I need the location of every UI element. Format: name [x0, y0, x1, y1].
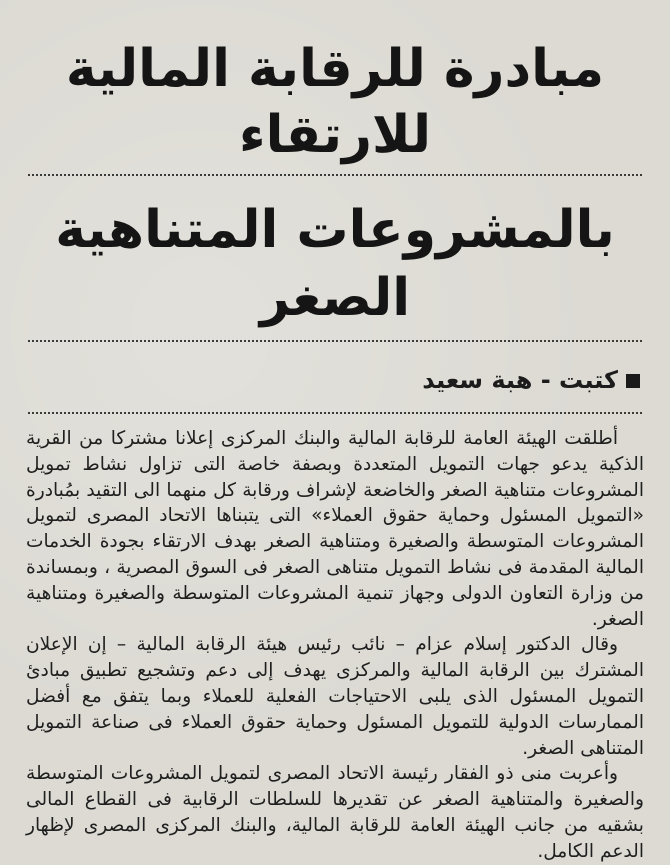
headline-line-2: بالمشروعات المتناهية الصغر: [55, 200, 615, 328]
dotted-divider: [28, 412, 642, 414]
square-bullet-icon: [626, 374, 640, 388]
paragraph-3: وأعربت منى ذو الفقار رئيسة الاتحاد المصرى لتمويل المشروعات المتوسطة والصغيرة والمتناهية الصغر عن تقديرها للسلطات الرقابية فى القطاع المالى بشقيه من جانب الهيئة العامة للرقابة المالية، والبنك المركزى المصرى لإظهار الدعم الكامل.: [26, 763, 644, 862]
article-body: [26, 426, 644, 865]
headline-line-1: مبادرة للرقابة المالية للارتقاء: [65, 39, 605, 165]
byline: [22, 362, 640, 398]
paragraph-2: وقال الدكتور إسلام عزام – نائب رئيس هيئة الرقابة المالية – إن الإعلان المشترك بين الرقابة المالية والمركزى يهدف إلى دعم وتشجيع تطبيق مبادئ التمويل المسئول الذى يلبى الاحتياجات الفعلية للعملاء وبما يتفق مع أفضل الممارسات الدولية للتمويل المسئول وحماية حقوق العملاء فى صناعة التمويل المتناهى الصغر.: [26, 634, 644, 759]
paragraph-1: أطلقت الهيئة العامة للرقابة المالية والبنك المركزى إعلانا مشتركا من القرية الذكية يدعو جهات التمويل المتعددة وبصفة خاصة التى تزاول نشاط تمويل المشروعات متناهية الصغر والخاضعة لإشراف ورقابة كل منهما الى التقيد بمُبادرة «التمويل المسئول وحماية حقوق العملاء» التى يتبناها الاتحاد المصرى لتمويل المشروعات المتوسطة والصغيرة ومتناهية الصغر بهدف الارتقاء بجودة الخدمات المالية المقدمة فى نشاط التمويل متناهى الصغر فى السوق المصرية ، وبمساندة من وزارة التعاون الدولى وجهاز تنمية المشروعات المتوسطة والصغيرة ومتناهية الصغر.: [26, 428, 644, 630]
dotted-divider: [28, 174, 642, 176]
byline-text: كتبت - هبة سعيد: [422, 366, 618, 394]
dotted-divider: [28, 340, 642, 342]
